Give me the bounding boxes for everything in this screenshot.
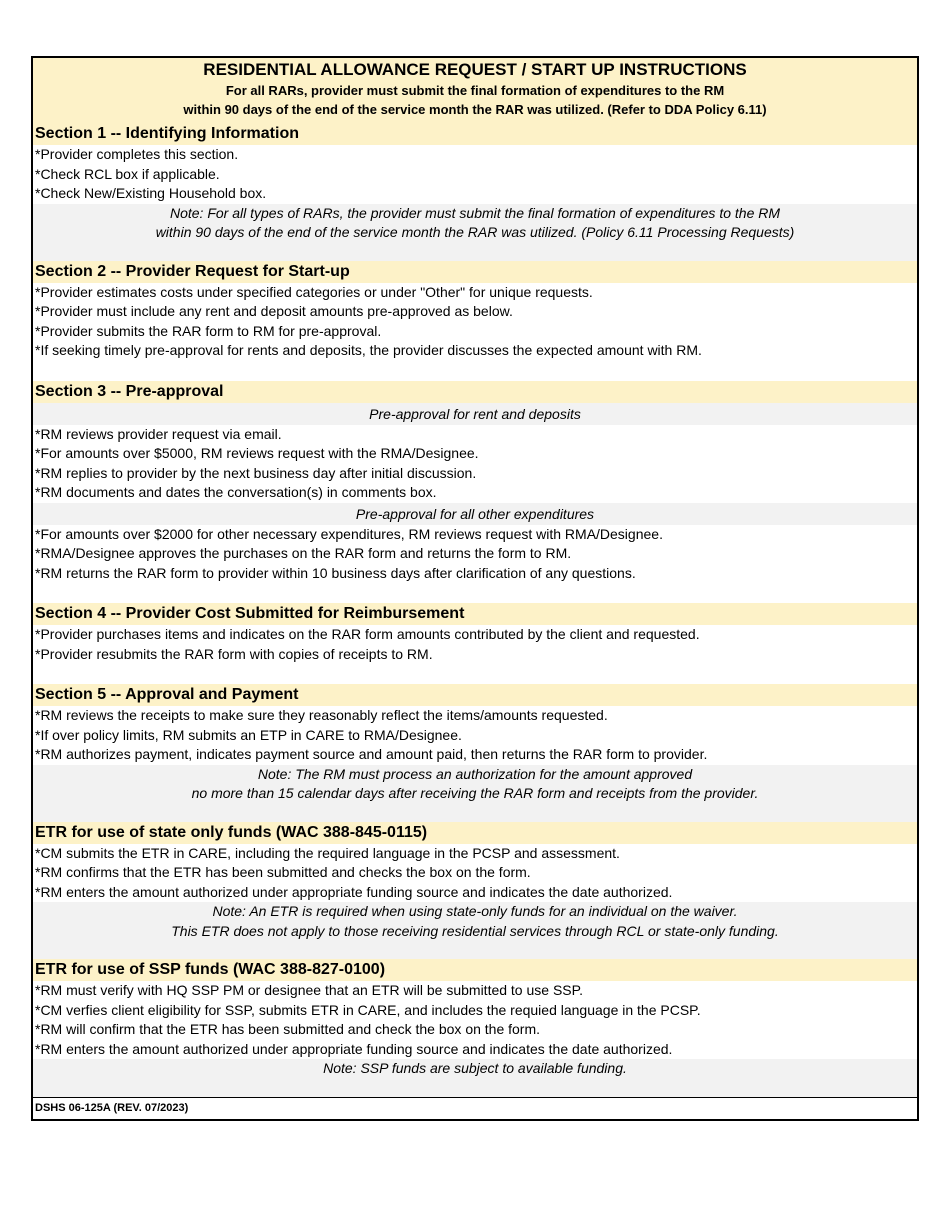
section-3-line: *RM returns the RAR form to provider within 10 business days after clarification of any questions. — [35, 564, 636, 581]
section-3-heading: Section 3 -- Pre-approval — [33, 381, 917, 403]
form-subtitle-line1: For all RARs, provider must submit the final formation of expenditures to the RM — [225, 83, 725, 98]
section-5-line: *If over policy limits, RM submits an ETP in CARE to RMA/Designee. — [35, 726, 462, 743]
etr-state-only-note-line1: Note: An ETR is required when using state-only funds for an individual on the waiver. — [212, 903, 738, 919]
section-1-line: *Check New/Existing Household box. — [35, 185, 267, 201]
form-header — [33, 58, 917, 123]
section-5-note-line1: Note: The RM must process an authorization for the amount approved — [257, 765, 693, 782]
section-4-line: *Provider purchases items and indicates on the RAR form amounts contributed by the client and requested. — [35, 626, 700, 642]
etr-state-only-line: *RM confirms that the ETR has been submitted and checks the box on the form. — [35, 864, 531, 880]
etr-ssp-line: *RM will confirm that the ETR has been submitted and check the box on the form. — [35, 1021, 541, 1037]
section-2-line: *Provider submits the RAR form to RM for pre-approval. — [35, 322, 382, 339]
etr-state-only-heading: ETR for use of state only funds (WAC 388-845-0115) — [33, 822, 917, 844]
section-4-heading: Section 4 -- Provider Cost Submitted for Reimbursement — [33, 603, 917, 625]
etr-state-only-note-line2: This ETR does not apply to those receiving residential services through RCL or state-only funding. — [171, 922, 779, 939]
etr-ssp-line: *RM enters the amount authorized under appropriate funding source and indicates the date authorized. — [35, 1040, 673, 1057]
form-number: DSHS 06-125A (REV. 07/2023) — [33, 1097, 917, 1119]
etr-state-only-line: *CM submits the ETR in CARE, including the required language in the PCSP and assessment. — [35, 844, 620, 861]
etr-ssp-note-line1: Note: SSP funds are subject to available funding. — [323, 1060, 627, 1076]
section-4-line: *Provider resubmits the RAR form with copies of receipts to RM. — [35, 645, 433, 662]
section-1-note — [33, 204, 917, 261]
section-5-note — [33, 765, 917, 822]
section-1-note-line1: Note: For all types of RARs, the provider must submit the final formation of expenditures to the RM — [169, 204, 781, 221]
etr-state-only-note — [33, 902, 917, 959]
etr-ssp-heading: ETR for use of SSP funds (WAC 388-827-0100) — [33, 959, 917, 981]
section-3-line: *RMA/Designee approves the purchases on the RAR form and returns the form to RM. — [35, 545, 572, 561]
section-3-subheading-rent: Pre-approval for rent and deposits — [33, 403, 917, 425]
etr-state-only-line: *RM enters the amount authorized under appropriate funding source and indicates the date authorized. — [35, 883, 673, 900]
section-2-heading: Section 2 -- Provider Request for Start-up — [33, 261, 917, 283]
section-3-line: *RM replies to provider by the next business day after initial discussion. — [35, 464, 477, 481]
section-2-line: *If seeking timely pre-approval for rents and deposits, the provider discusses the expected amount with RM. — [35, 342, 702, 358]
section-5-heading: Section 5 -- Approval and Payment — [33, 684, 917, 706]
section-3-line: *For amounts over $5000, RM reviews request with the RMA/Designee. — [35, 445, 479, 461]
spacer — [33, 664, 917, 684]
section-1-note-line2: within 90 days of the end of the service month the RAR was utilized. (Policy 6.11 Processing Requests) — [155, 224, 795, 240]
form-subtitle-line2: within 90 days of the end of the service month the RAR was utilized. (Refer to DDA Policy 6.11) — [183, 102, 767, 117]
section-1-line: *Check RCL box if applicable. — [35, 165, 220, 182]
section-3-line: *RM documents and dates the conversation(s) in comments box. — [35, 484, 437, 500]
etr-ssp-note — [33, 1059, 917, 1097]
spacer — [33, 583, 917, 603]
section-5-note-line2: no more than 15 calendar days after receiving the RAR form and receipts from the provider. — [191, 785, 759, 801]
etr-ssp-line: *RM must verify with HQ SSP PM or designee that an ETR will be submitted to use SSP. — [35, 982, 584, 998]
form-title: RESIDENTIAL ALLOWANCE REQUEST / START UP INSTRUCTIONS — [203, 60, 747, 79]
section-3-line: *For amounts over $2000 for other necessary expenditures, RM reviews request with RMA/Designee. — [35, 525, 663, 542]
section-5-line: *RM authorizes payment, indicates payment source and amount paid, then returns the RAR form to provider. — [35, 746, 708, 762]
section-1-line: *Provider completes this section. — [35, 146, 239, 162]
etr-ssp-line: *CM verfies client eligibility for SSP, submits ETR in CARE, and includes the requied language in the PCSP. — [35, 1001, 701, 1018]
section-5-line: *RM reviews the receipts to make sure they reasonably reflect the items/amounts requested. — [35, 707, 608, 723]
spacer — [33, 361, 917, 381]
section-2-line: *Provider must include any rent and deposit amounts pre-approved as below. — [35, 303, 513, 319]
section-3-subheading-other: Pre-approval for all other expenditures — [33, 503, 917, 525]
section-3-line: *RM reviews provider request via email. — [35, 425, 282, 442]
section-1-heading: Section 1 -- Identifying Information — [33, 123, 917, 145]
section-2-line: *Provider estimates costs under specified categories or under "Other" for unique requests. — [35, 283, 593, 300]
rar-instructions-form — [31, 56, 919, 1121]
